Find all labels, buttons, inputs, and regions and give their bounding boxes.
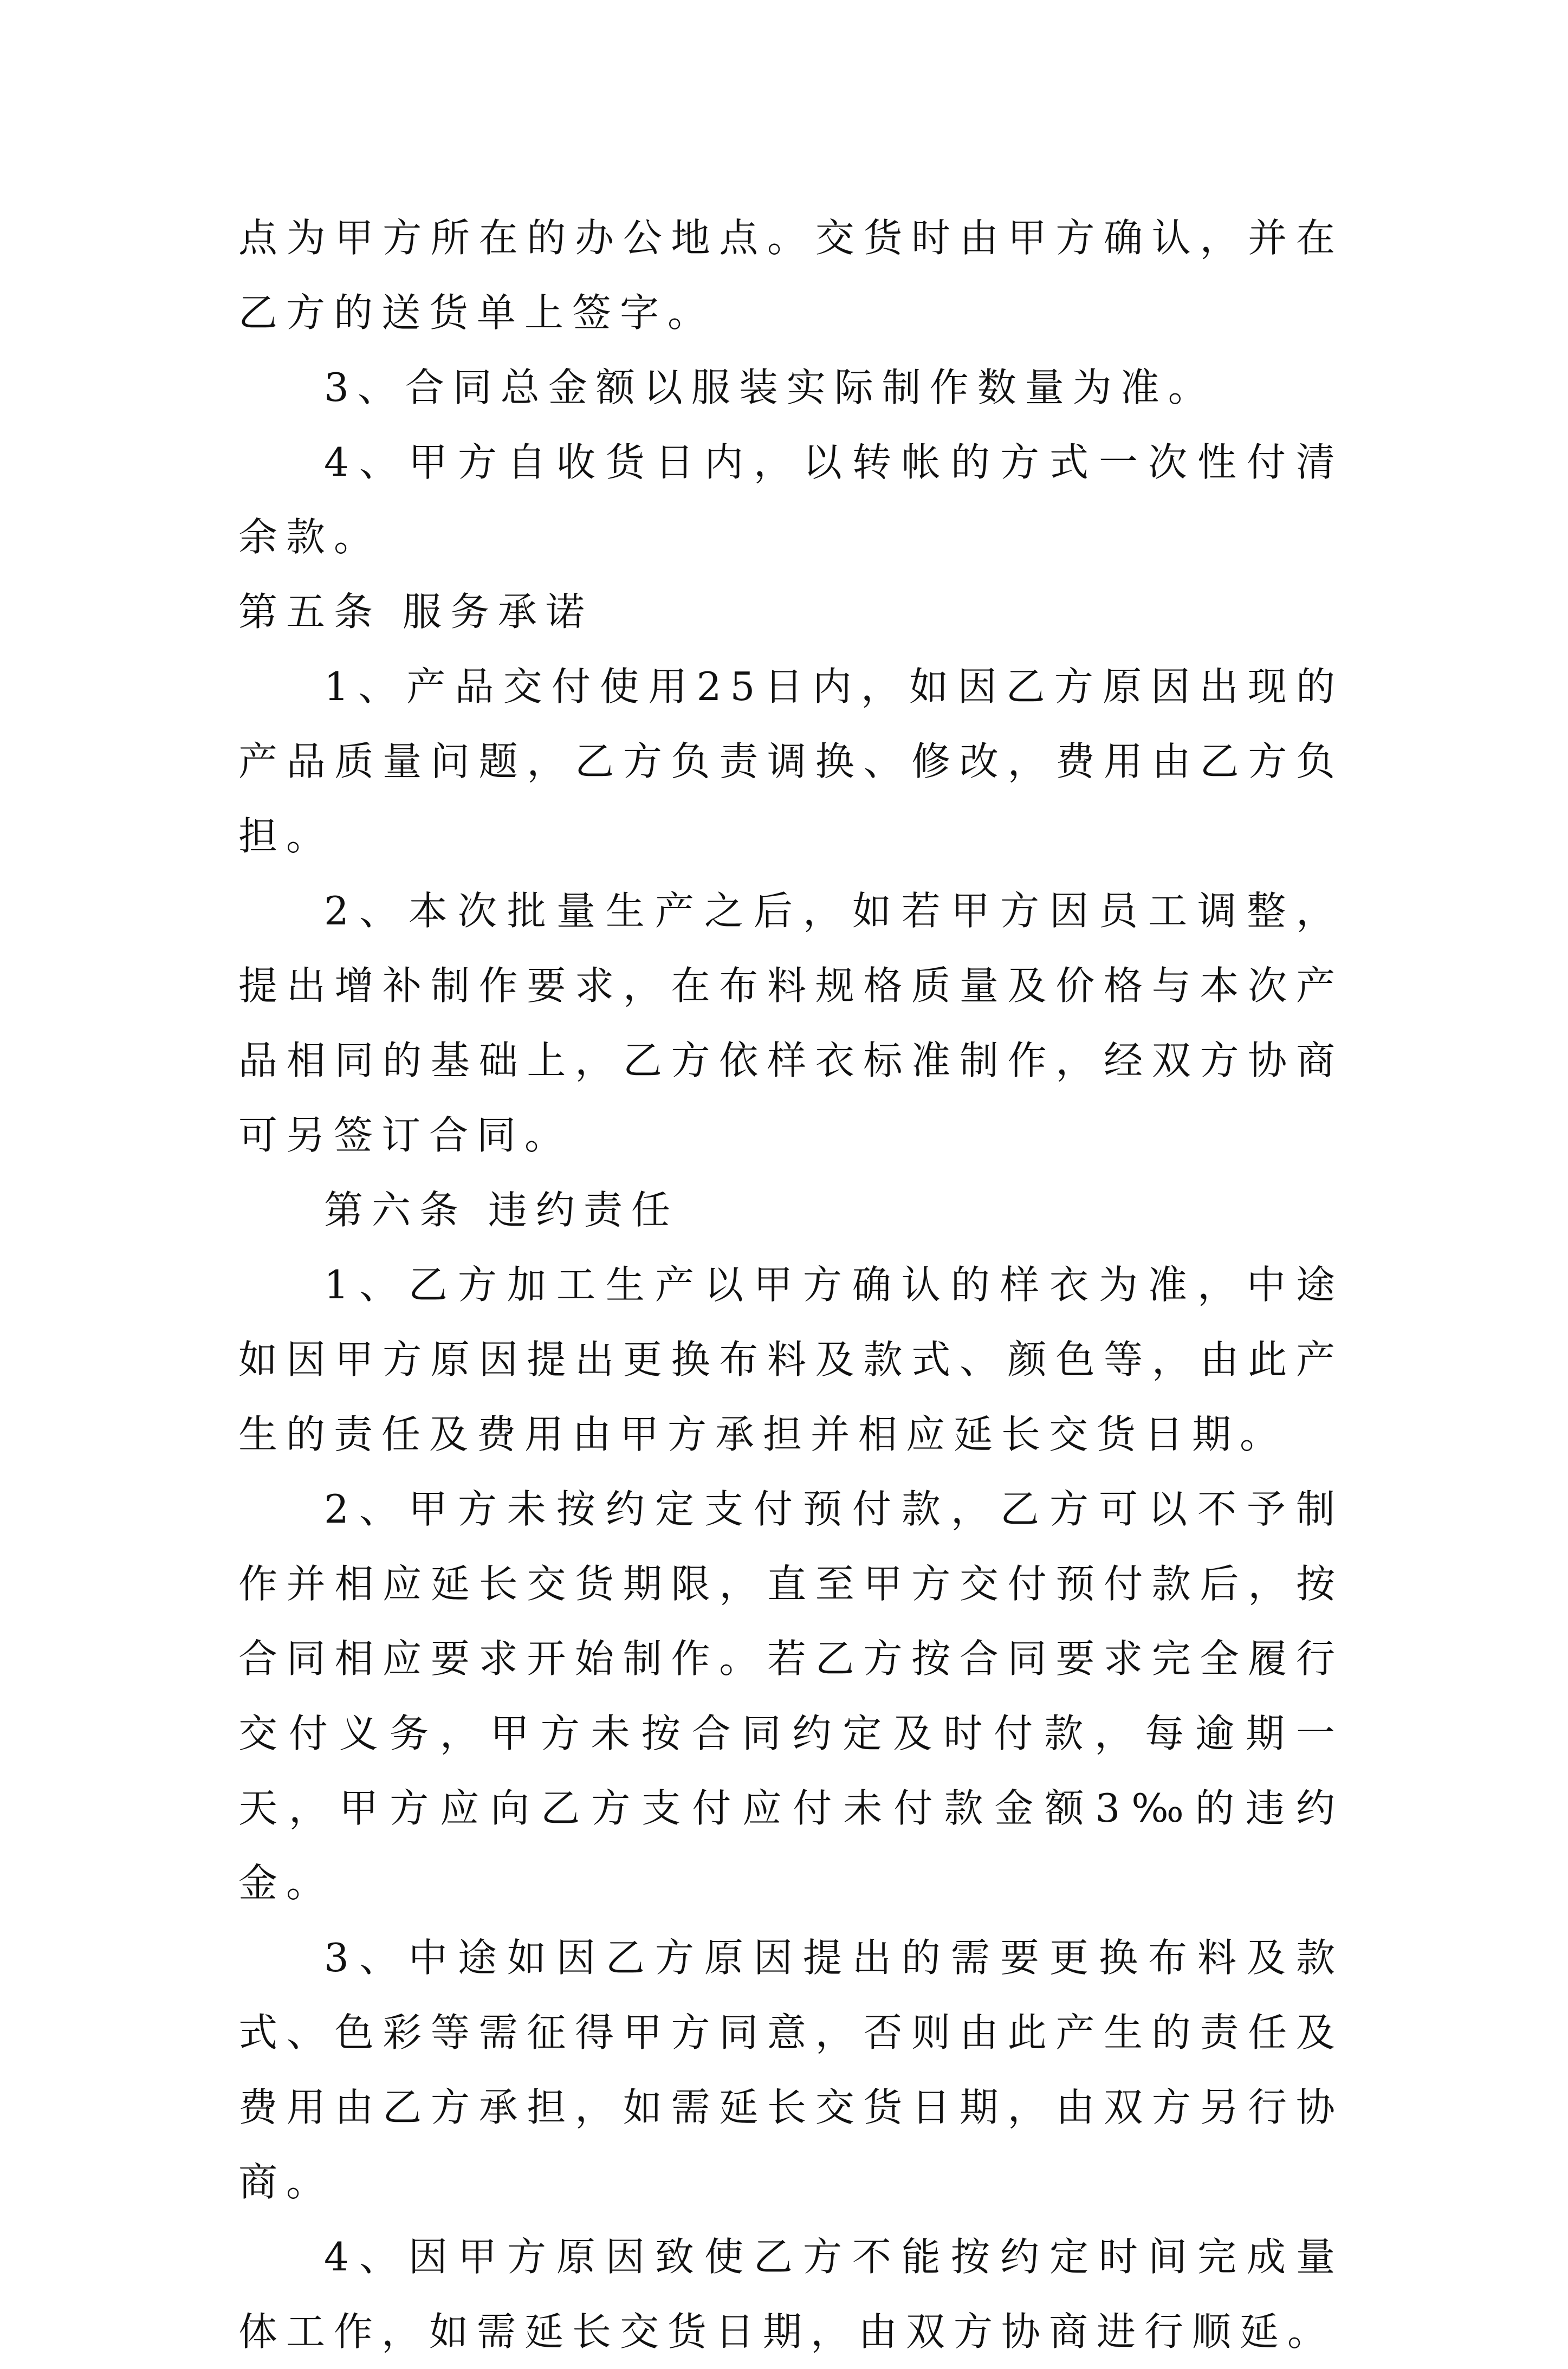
paragraph-clause-4-3: 3、合同总金额以服装实际制作数量为准。 (324, 365, 1216, 410)
paragraph-clause-6-1: 1、乙方加工生产以甲方确认的样衣为准，中途如因甲方原因提出更换布料及款式、颜色等，由此产生的责任及费用由甲方承担并相应延长交货日期。 (238, 1262, 1344, 1457)
paragraph-clause-4-4: 4、甲方自收货日内，以转帐的方式一次性付清余款。 (238, 439, 1344, 560)
section-heading-article-5: 第五条 服务承诺 (238, 589, 593, 635)
paragraph-clause-5-1: 1、产品交付使用25日内，如因乙方原因出现的产品质量问题，乙方负责调换、修改，费用由乙方负担。 (238, 664, 1344, 859)
paragraph-clause-5-2: 2、本次批量生产之后，如若甲方因员工调整，提出增补制作要求，在布料规格质量及价格与本次产品相同的基础上，乙方依样衣标准制作，经双方协商可另签订合同。 (238, 888, 1344, 1158)
paragraph-delivery-location: 点为甲方所在的办公地点。交货时由甲方确认，并在乙方的送货单上签字。 (238, 215, 1344, 335)
paragraph-clause-6-4: 4、因甲方原因致使乙方不能按约定时间完成量体工作，如需延长交货日期，由双方协商进行顺延。 (238, 2234, 1344, 2354)
paragraph-clause-6-2: 2、甲方未按约定支付预付款，乙方可以不予制作并相应延长交货期限，直至甲方交付预付款后，按合同相应要求开始制作。若乙方按合同要求完全履行交付义务，甲方未按合同约定及时付款，每逾期一天，甲方应向乙方支付应付未付款金额3‰的违约金。 (238, 1486, 1344, 1906)
paragraph-clause-6-3: 3、中途如因乙方原因提出的需要更换布料及款式、色彩等需征得甲方同意，否则由此产生的责任及费用由乙方承担，如需延长交货日期，由双方另行协商。 (238, 1935, 1344, 2205)
document-body (238, 200, 1344, 2369)
section-heading-article-6: 第六条 违约责任 (324, 1187, 679, 1233)
